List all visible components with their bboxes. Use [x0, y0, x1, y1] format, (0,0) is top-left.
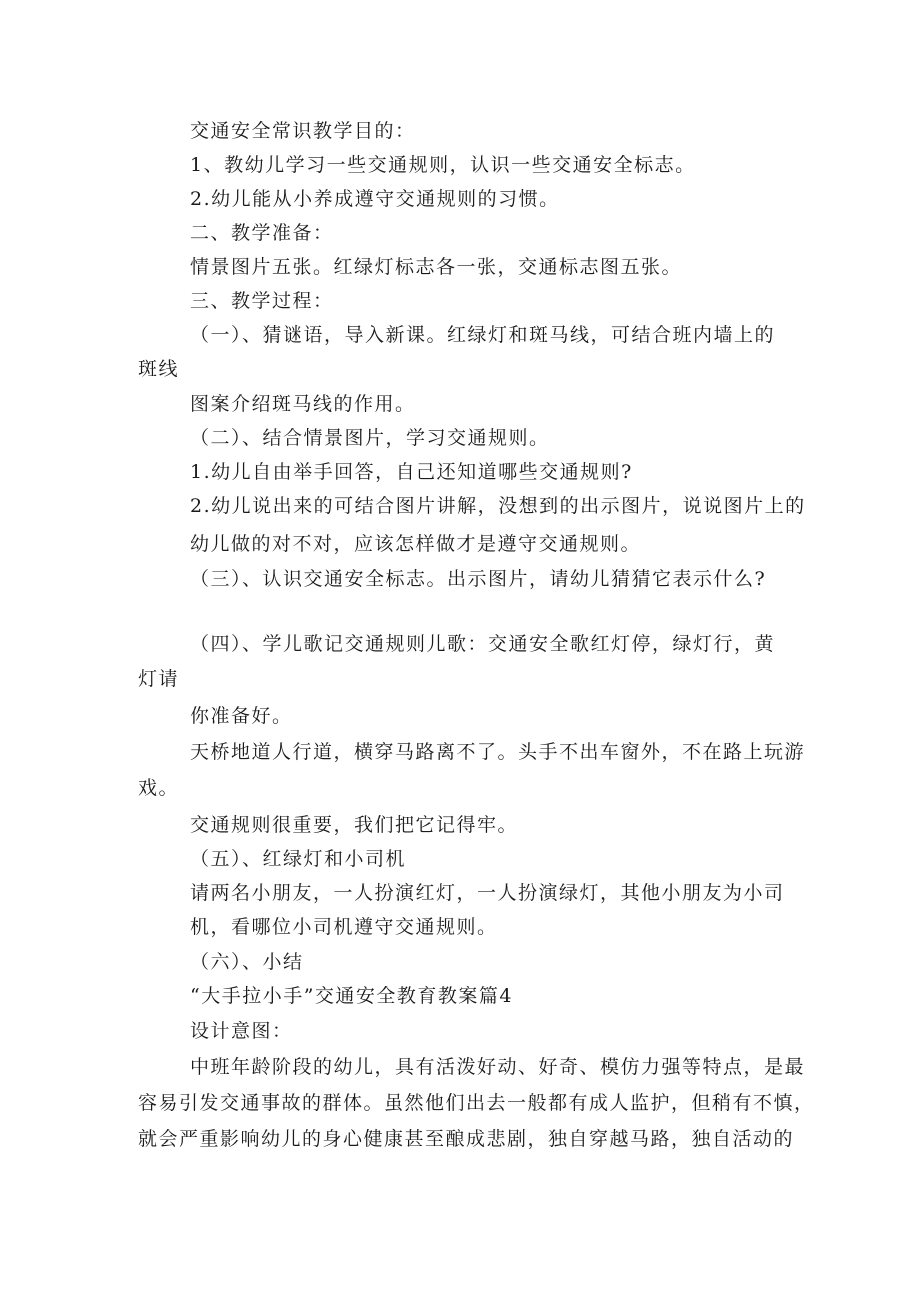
text-line: （六）、小结	[190, 951, 304, 973]
text-line: （三）、认识交通安全标志。出示图片，请幼儿猜猜它表示什么?	[190, 568, 767, 590]
text-line: 斑线	[138, 358, 180, 380]
text-line: 情景图片五张。红绿灯标志各一张，交通标志图五张。	[190, 256, 683, 278]
text-line: （四）、学儿歌记交通规则儿歌：交通安全歌红灯停，绿灯行，黄	[190, 633, 776, 655]
text-line: 1、教幼儿学习一些交通规则，认识一些交通安全标志。	[190, 154, 696, 176]
text-line: （五）、红绿灯和小司机	[190, 848, 407, 870]
text-line: 天桥地道人行道，横穿马路离不了。头手不出车窗外，不在路上玩游	[190, 741, 806, 763]
text-line: 1.幼儿自由举手回答，自己还知道哪些交通规则?	[190, 461, 633, 483]
text-line: 戏。	[138, 777, 180, 799]
text-line: 2.幼儿能从小养成遵守交通规则的习惯。	[190, 188, 560, 210]
text-line: 设计意图：	[190, 1020, 293, 1042]
text-line: 就会严重影响幼儿的身心健康甚至酿成悲剧，独自穿越马路，独自活动的	[138, 1128, 795, 1150]
text-line: 2.幼儿说出来的可结合图片讲解，没想到的出示图片，说说图片上的	[190, 495, 806, 517]
text-line: （二）、结合情景图片，学习交通规则。	[190, 427, 550, 449]
text-line: 你准备好。	[190, 705, 293, 727]
text-line: 交通安全常识教学目的：	[190, 120, 416, 142]
text-line: 二、教学准备：	[190, 222, 334, 244]
text-line: 三、教学过程：	[190, 290, 334, 312]
text-line: 灯请	[138, 668, 180, 690]
text-line: 中班年龄阶段的幼儿，具有活泼好动、好奇、模仿力强等特点，是最	[190, 1056, 806, 1078]
text-line: 容易引发交通事故的群体。虽然他们出去一般都有成人监护，但稍有不慎，	[138, 1092, 815, 1114]
text-line: 交通规则很重要，我们把它记得牢。	[190, 814, 519, 836]
text-line: 幼儿做的对不对，应该怎样做才是遵守交通规则。	[190, 533, 642, 555]
text-line: 机，看哪位小司机遵守交通规则。	[190, 916, 498, 938]
text-line: 图案介绍斑马线的作用。	[190, 393, 416, 415]
text-line: （一）、猜谜语，导入新课。红绿灯和斑马线，可结合班内墙上的	[190, 324, 776, 346]
text-line: “大手拉小手”交通安全教育教案篇4	[190, 985, 514, 1007]
text-line: 请两名小朋友，一人扮演红灯，一人扮演绿灯，其他小朋友为小司	[190, 882, 785, 904]
